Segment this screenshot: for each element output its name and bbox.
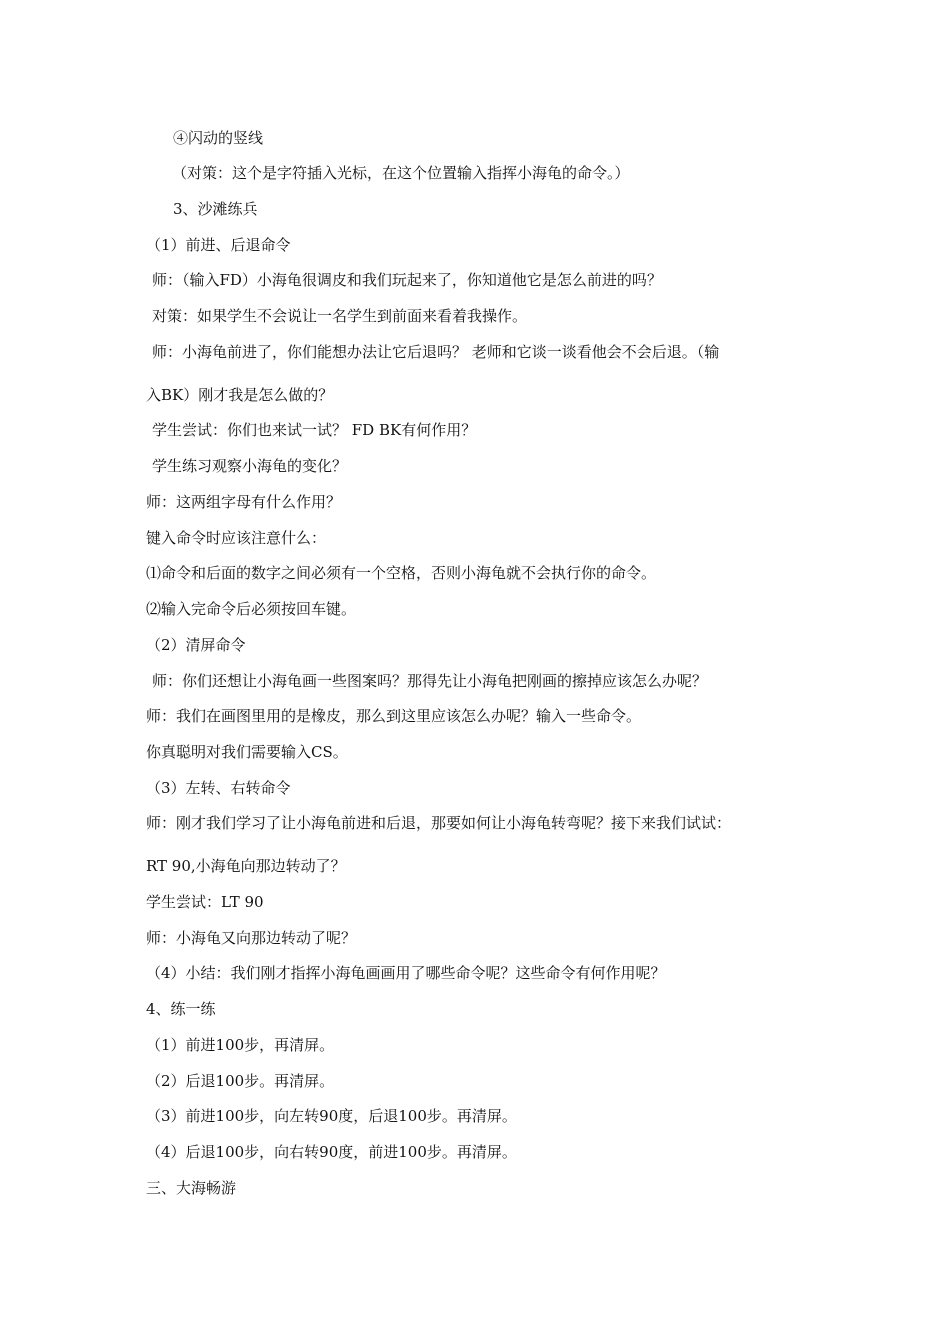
text-line-teacher-turn: 师：刚才我们学习了让小海龟前进和后退，那要如何让小海龟转弯呢？接下来我们试试： [146,814,732,832]
text-line-summary: （4）小结：我们刚才指挥小海龟画画用了哪些命令呢？这些命令有何作用呢？ [146,964,666,982]
text-line-turn-heading: （3）左转、右转命令 [146,779,291,797]
text-line-exercise-2: （2）后退100步。再清屏。 [146,1072,335,1090]
text-line-exercise-1: （1）前进100步，再清屏。 [146,1036,335,1054]
text-line-section-4: 4、练一练 [146,1000,216,1018]
text-line-fd-bk-heading: （1）前进、后退命令 [146,236,291,254]
text-line-lt-90: 学生尝试：LT 90 [146,893,264,911]
text-line-circled-4: ④闪动的竖线 [173,129,264,147]
text-line-section-three: 三、大海畅游 [146,1179,237,1197]
text-line-input-cs: 你真聪明对我们需要输入CS。 [146,743,348,761]
text-line-student-observe: 学生练习观察小海龟的变化？ [152,457,348,475]
text-line-strategy-cursor: （对策：这个是字符插入光标，在这个位置输入指挥小海龟的命令。） [172,164,630,182]
text-line-cs-heading: （2）清屏命令 [146,636,246,654]
text-line-rt-90: RT 90,小海龟向那边转动了？ [146,857,346,875]
text-line-teacher-fd: 师：（输入FD）小海龟很调皮和我们玩起来了，你知道他它是怎么前进的吗？ [152,271,662,289]
text-line-input-bk: 入BK）刚才我是怎么做的？ [146,386,334,404]
text-line-notes-heading: 键入命令时应该注意什么： [146,529,327,547]
text-line-section-3: 3、沙滩练兵 [173,200,258,218]
text-line-teacher-pattern: 师：你们还想让小海龟画一些图案吗？那得先让小海龟把刚画的擦掉应该怎么办呢？ [152,672,708,690]
text-line-teacher-back: 师：小海龟前进了，你们能想办法让它后退吗？ 老师和它谈一谈看他会不会后退。（输 [152,343,720,361]
text-line-exercise-4: （4）后退100步，向右转90度，前进100步。再清屏。 [146,1143,517,1161]
text-line-strategy-demo: 对策：如果学生不会说让一名学生到前面来看着我操作。 [152,307,528,325]
text-line-teacher-letters: 师：这两组字母有什么作用？ [146,493,342,511]
text-line-note-2: ⑵输入完命令后必须按回车键。 [146,600,357,618]
text-line-note-1: ⑴命令和后面的数字之间必须有一个空格，否则小海龟就不会执行你的命令。 [146,564,657,582]
text-line-exercise-3: （3）前进100步，向左转90度，后退100步。再清屏。 [146,1107,517,1125]
text-line-student-try: 学生尝试：你们也来试一试？ FD BK有何作用？ [152,421,477,439]
text-line-teacher-turn-again: 师：小海龟又向那边转动了呢？ [146,929,357,947]
text-line-teacher-eraser: 师：我们在画图里用的是橡皮，那么到这里应该怎么办呢？输入一些命令。 [146,707,642,725]
